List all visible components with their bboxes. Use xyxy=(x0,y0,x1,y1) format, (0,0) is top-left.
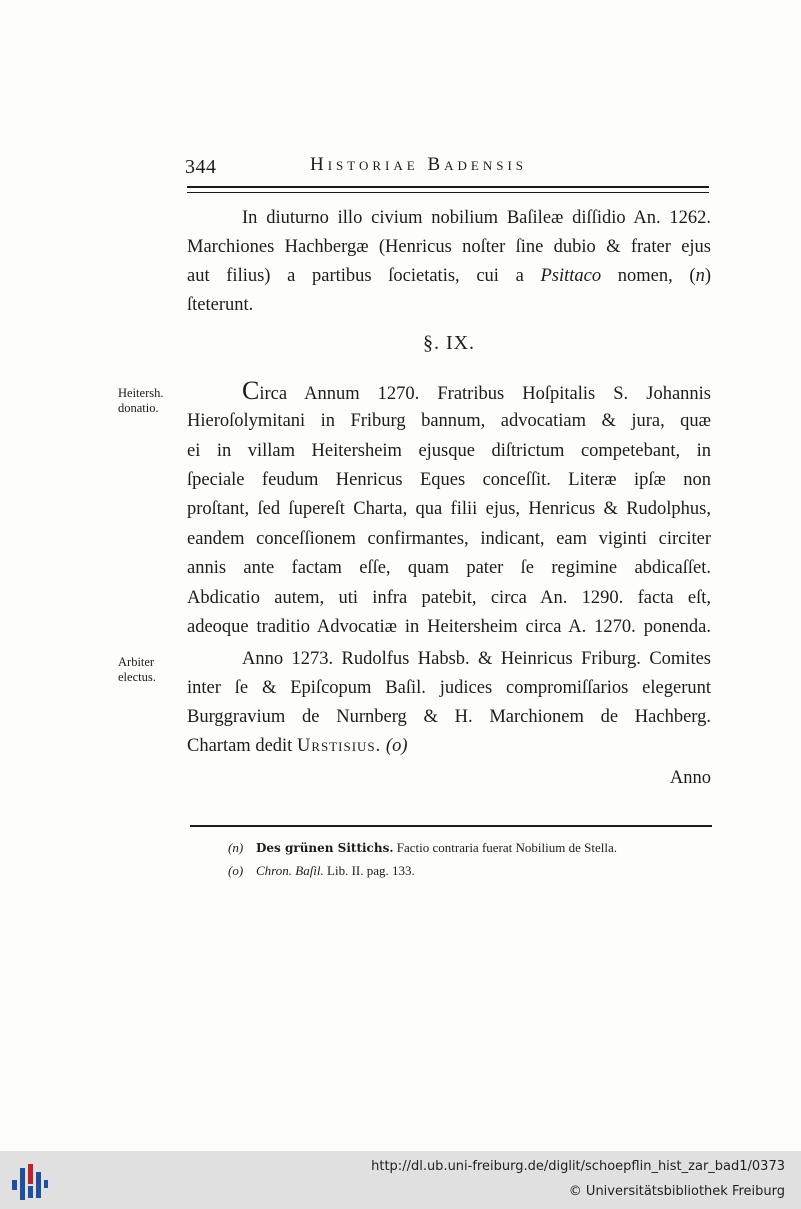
page-header xyxy=(185,152,710,182)
text-line: ſpeciale feudum Henricus Eques conceſſit. Literæ ipſæ non xyxy=(187,470,711,490)
margin-note-line: electus. xyxy=(118,670,156,684)
text-line xyxy=(187,735,711,757)
footnote-rule xyxy=(190,825,712,827)
margin-note xyxy=(118,655,180,685)
catchword: Anno xyxy=(669,768,711,788)
text-fragment: Chartam dedit xyxy=(187,736,293,756)
text-line: Anno 1273. Rudolfus Habsb. & Heinricus Friburg. Comites xyxy=(242,649,711,669)
text-fragment: aut filius) a partibus ſocietatis, cui a Psittaco nomen, (n) xyxy=(187,266,711,286)
footnote-ref: (o) xyxy=(385,736,408,756)
text-line xyxy=(187,265,711,287)
text-line: Hieroſolymitani in Friburg bannum, advocatiam & jura, quæ xyxy=(187,411,711,431)
copyright-text: © Universitätsbibliothek Freiburg xyxy=(568,1184,785,1199)
footnote-text: Lib. II. pag. 133. xyxy=(327,863,415,878)
source-url-link[interactable]: http://dl.ub.uni-freiburg.de/diglit/schoepflin_hist_zar_bad1/0373 xyxy=(371,1159,785,1174)
text-line: ſteterunt. xyxy=(187,295,254,315)
footnote-mark: (o) xyxy=(228,863,244,878)
margin-note-line: Heitersh. xyxy=(118,386,164,400)
section-heading: §. IX. xyxy=(422,332,476,354)
footnote-mark: (n) xyxy=(228,840,244,855)
text-line: adeoque traditio Advocatiæ in Heitersheim circa A. 1270. ponenda. xyxy=(187,617,711,637)
text-line: annis ante factam eſſe, quam pater ſe regimine abdicaſſet. xyxy=(187,558,711,578)
footnote xyxy=(228,863,708,879)
drop-cap: C xyxy=(242,376,260,405)
text-line: Burggravium de Nurnberg & H. Marchionem de Hachberg. xyxy=(187,707,711,727)
text-line: eandem conceſſionem confirmantes, indicant, eam viginti circiter xyxy=(187,529,711,549)
text-line: inter ſe & Epiſcopum Baſil. judices compromiſſarios elegerunt xyxy=(187,678,711,698)
header-rule xyxy=(187,186,709,193)
fraktur-text: Des grünen Sittichs. xyxy=(256,841,394,855)
text-fragment: irca Annum 1270. Fratribus Hoſpitalis S. Johannis xyxy=(259,384,711,404)
footnote-text: Factio contraria fuerat Nobilium de Stella. xyxy=(396,840,617,855)
running-title: Historiae Badensis xyxy=(310,154,528,175)
margin-note-line: Arbiter xyxy=(118,655,155,669)
footnote-italic: Chron. Baſil. xyxy=(256,863,324,878)
ub-freiburg-logo-icon[interactable] xyxy=(10,1160,50,1200)
footer-bar xyxy=(0,1151,801,1209)
margin-note-line: donatio. xyxy=(118,401,159,415)
page-number: 344 xyxy=(185,156,217,178)
text-line: In diuturno illo civium nobilium Baſileæ diſſidio An. 1262. xyxy=(242,208,711,228)
margin-note xyxy=(118,386,180,416)
text-line: proſtant, ſed ſupereſt Charta, qua filii ejus, Henricus & Rudolphus, xyxy=(187,499,711,519)
text-line: Abdicatio autem, uti infra patebit, circa An. 1290. facta eſt, xyxy=(187,588,711,608)
text-line: Marchiones Hachbergæ (Henricus noſter ſine dubio & frater ejus xyxy=(187,237,711,257)
text-line xyxy=(242,376,711,405)
text-line: ei in villam Heitersheim ejusque diſtrictum competebant, in xyxy=(187,441,711,461)
author-name: Urstisius. xyxy=(296,736,382,756)
footnote xyxy=(228,840,708,856)
